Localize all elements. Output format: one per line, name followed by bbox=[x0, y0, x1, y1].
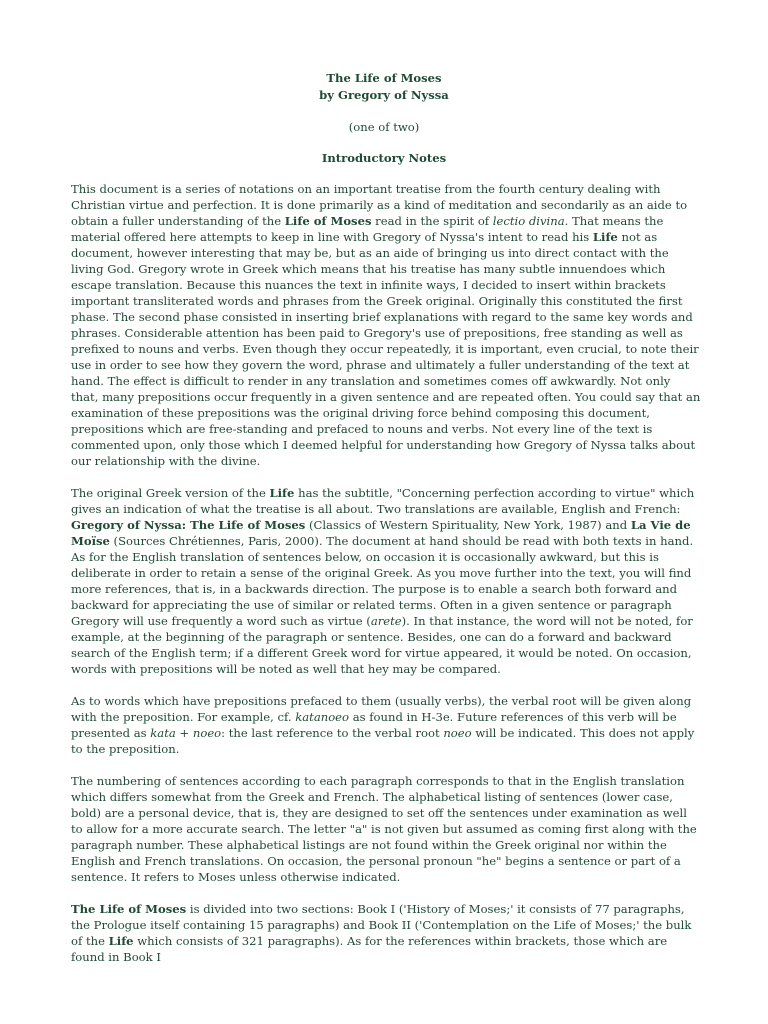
text-run: This document is a series of notations on an important treatise from the fourth century dealing with Christian virtue and perfection. It is done primarily as a kind of meditation and secondarily as an aide to obtain a fuller understanding of the bbox=[71, 182, 688, 228]
paragraph-3 bbox=[71, 693, 701, 757]
text-run: . That means the material offered here attempts to keep in line with Gregory of Nyssa's intent to read his bbox=[71, 214, 664, 244]
text-run: The numbering of sentences according to each paragraph corresponds to that in the English translation which differs somewhat from the Greek and French. The alphabetical listing of sentences (lower case, bold) are a personal device, that is, they are designed to set off the sentences under examination as well to allow for a more accurate search. The letter "a" is not given but assumed as coming first along with the paragraph number. These alphabetical listings are not found within the Greek original nor within the English and French translations. On occasion, the personal pronoun "he" begins a sentence or part of a sentence. It refers to Moses unless otherwise indicated. bbox=[71, 774, 697, 884]
italic-term: noeo bbox=[443, 726, 472, 740]
text-run: will be indicated. This does not apply to the preposition. bbox=[71, 726, 695, 756]
bold-term: Life bbox=[108, 934, 134, 948]
bold-term: Gregory of Nyssa: The Life of Moses bbox=[71, 518, 306, 532]
section-heading: Introductory Notes bbox=[321, 151, 447, 165]
bold-term: The Life of Moses bbox=[71, 902, 187, 916]
text-run: not as document, however interesting that may be, but as an aide of bringing us into direct contact with the living God. Gregory wrote in Greek which means that his treatise has many subtle innuendoes which escape translation. Because this nuances the text in infinite ways, I decided to insert within brackets important transliterated words and phrases from the Greek original. Originally this constituted the first phase. The second phase consisted in inserting brief explanations with regard to the same key words and phrases. Considerable attention has been paid to Gregory's use of prepositions, free standing as well as prefixed to nouns and verbs. Even though they occur repeatedly, it is important, even crucial, to note their use in order to see how they govern the word, phrase and ultimately a fuller understanding of the text at hand. The effect is difficult to render in any translation and sometimes comes off awkwardly. Not only that, many prepositions occur frequently in a given sentence and are repeated often. You could say that an examination of these prepositions was the original driving force behind composing this document, prepositions which are free-standing and prefaced to nouns and verbs. Not every line of the text is commented upon, only those which I deemed helpful for understanding how Gregory of Nyssa talks about our relationship with the divine. bbox=[71, 230, 701, 468]
text-run: read in the spirit of bbox=[371, 214, 493, 228]
text-run: has the subtitle, "Concerning perfection according to virtue" which gives an indication of what the treatise is all about. Two translations are available, English and French: bbox=[71, 486, 695, 516]
document-body bbox=[71, 181, 701, 981]
paragraph-1 bbox=[71, 181, 701, 469]
text-run: is divided into two sections: Book I ('History of Moses;' it consists of 77 paragraphs, the Prologue itself containing 15 paragraphs) and Book II ('Contemplation on the Life of Moses;' the bulk of the bbox=[71, 902, 692, 948]
paragraph-2 bbox=[71, 485, 701, 677]
part-note: (one of two) bbox=[348, 120, 420, 134]
text-run: which consists of 321 paragraphs). As for the references within brackets, those which are found in Book I bbox=[71, 934, 668, 964]
text-run: As to words which have prepositions prefaced to them (usually verbs), the verbal root will be given along with the preposition. For example, cf. bbox=[71, 694, 692, 724]
paragraph-5 bbox=[71, 901, 701, 965]
text-run: (Sources Chrétiennes, Paris, 2000). The document at hand should be read with both texts in hand. As for the English translation of sentences below, on occasion it is occasionally awkward, but this is deliberate in order to retain a sense of the original Greek. As you move further into the text, you will find more references, that is, in a backwards direction. The purpose is to enable a search both forward and backward for appreciating the use of similar or related terms. Often in a given sentence or paragraph Gregory will use frequently a word such as virtue ( bbox=[71, 534, 694, 628]
paragraph-4 bbox=[71, 773, 701, 885]
text-run: : the last reference to the verbal root bbox=[221, 726, 444, 740]
bold-term: Life of Moses bbox=[284, 214, 372, 228]
text-run: (Classics of Western Spirituality, New York, 1987) and bbox=[305, 518, 631, 532]
text-run: as found in H-3e. Future references of this verb will be presented as bbox=[71, 710, 677, 740]
bold-term: Life bbox=[592, 230, 618, 244]
text-run: ). In that instance, the word will not be noted, for example, at the beginning of the paragraph or sentence. Besides, one can do a forward and backward search of the English term; if a different Greek word for virtue appeared, it would be noted. On occasion, words with prepositions will be noted as well that hey may be compared. bbox=[71, 614, 693, 676]
text-run: The original Greek version of the bbox=[71, 486, 270, 500]
italic-term: kata + noeo bbox=[150, 726, 222, 740]
bold-term: Life bbox=[269, 486, 295, 500]
document-title: The Life of Moses bbox=[326, 71, 442, 85]
italic-term: arete bbox=[370, 614, 402, 628]
document-author: by Gregory of Nyssa bbox=[319, 88, 449, 102]
bold-term: La Vie de Moïse bbox=[71, 518, 691, 548]
italic-term: lectio divina bbox=[492, 214, 565, 228]
italic-term: katanoeo bbox=[295, 710, 350, 724]
